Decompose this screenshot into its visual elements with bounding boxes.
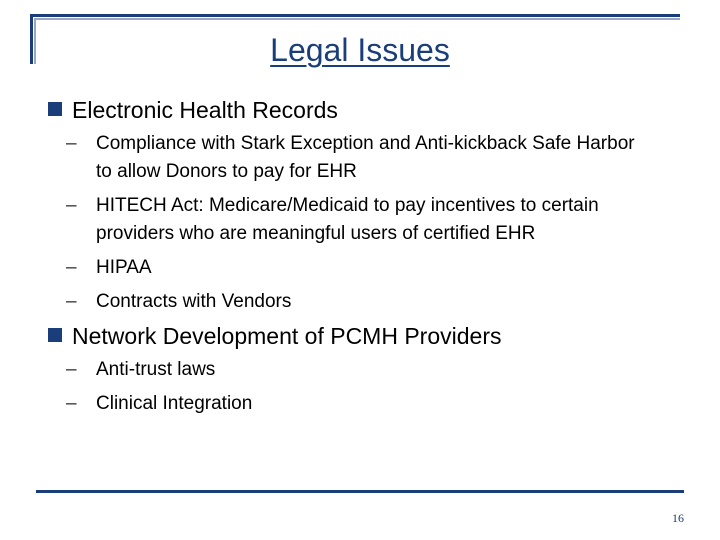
top-border-line <box>30 14 680 17</box>
sub-bullet <box>48 130 648 186</box>
sub-bullet <box>48 192 648 248</box>
sub-bullet-text: Anti-trust laws <box>96 359 216 380</box>
bullet-heading: Network Development of PCMH Providers <box>72 323 502 349</box>
bullet-electronic-health-records <box>48 96 688 124</box>
sub-bullet <box>48 356 648 384</box>
slide-content <box>48 96 688 424</box>
bullet-heading: Electronic Health Records <box>72 97 338 123</box>
dash-icon: – <box>66 257 77 278</box>
sub-bullet <box>48 390 648 418</box>
sub-bullet-text: HIPAA <box>96 257 152 278</box>
square-bullet-icon <box>48 102 62 116</box>
dash-icon: – <box>66 359 77 380</box>
dash-icon: – <box>66 291 77 312</box>
sub-bullet <box>48 288 648 316</box>
dash-icon: – <box>66 393 77 414</box>
sub-bullet-text: Contracts with Vendors <box>96 291 292 312</box>
footer-divider <box>36 490 684 493</box>
sub-bullet-text: Clinical Integration <box>96 393 253 414</box>
sub-bullet-text: HITECH Act: Medicare/Medicaid to pay incentives to certain providers who are meaningful users of certified EHR <box>96 195 599 244</box>
sub-bullet-text: Compliance with Stark Exception and Anti-kickback Safe Harbor to allow Donors to pay for EHR <box>96 133 635 182</box>
square-bullet-icon <box>48 328 62 342</box>
top-border-inner-line <box>34 18 680 20</box>
dash-icon: – <box>66 195 77 216</box>
slide-title: Legal Issues <box>270 32 450 68</box>
dash-icon: – <box>66 133 77 154</box>
sub-bullet <box>48 254 648 282</box>
page-number: 16 <box>672 511 684 525</box>
bullet-network-development <box>48 322 688 350</box>
